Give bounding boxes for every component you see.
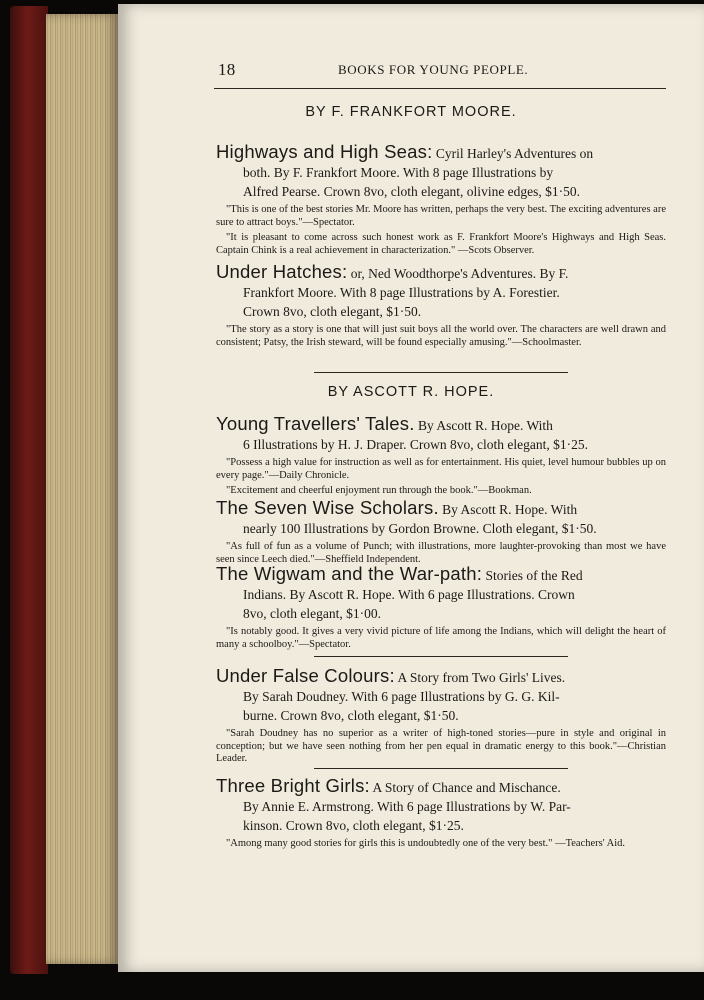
entry-line: Crown 8vo, cloth elegant, $1·50.	[243, 304, 422, 319]
review-quote: "As full of fun as a volume of Punch; with illustrations, more laughter-provoking than most we have seen since Leech died."—Sheffield Independent.	[216, 541, 666, 565]
entry-text: By Ascott R. Hope. With	[442, 502, 578, 517]
running-title: BOOKS FOR YOUNG PEOPLE.	[338, 62, 529, 77]
entry-text: By Ascott R. Hope. With	[417, 418, 553, 433]
section-divider	[314, 372, 568, 373]
entry-line: By Sarah Doudney. With 6 page Illustrations by G. G. Kil-	[243, 689, 560, 704]
entry-first-line	[216, 414, 666, 435]
entry-first-line	[216, 142, 666, 163]
review-quote: "Excitement and cheerful enjoyment run through the book."—Bookman.	[226, 485, 532, 496]
entry-first-line	[216, 776, 666, 797]
entry-line: both. By F. Frankfort Moore. With 8 page Illustrations by	[243, 165, 554, 180]
book-title: Three Bright Girls:	[216, 775, 370, 796]
book-title: Highways and High Seas:	[216, 141, 433, 162]
entry-wigwam	[216, 564, 666, 651]
book-title: Under Hatches:	[216, 261, 348, 282]
review-quote: "Possess a high value for instruction as well as for entertainment. His quiet, level humour bubbles up on every page."—Daily Chronicle.	[216, 457, 666, 481]
entry-line: Frankfort Moore. With 8 page Illustrations by A. Forestier.	[243, 285, 560, 300]
entry-line: Alfred Pearse. Crown 8vo, cloth elegant, olivine edges, $1·50.	[243, 184, 581, 199]
book-title: Young Travellers' Tales.	[216, 413, 415, 434]
book-title: The Seven Wise Scholars.	[216, 497, 439, 518]
review-quote: "It is pleasant to come across such honest work as F. Frankfort Moore's Highways and High Seas. Captain Chink is a real achievement in characterization." —Scots Observer.	[216, 232, 666, 256]
entry-line: burne. Crown 8vo, cloth elegant, $1·50.	[243, 708, 459, 723]
entry-text: Cyril Harley's Adventures on	[435, 146, 594, 161]
book-title: Under False Colours:	[216, 665, 395, 686]
entry-first-line	[216, 564, 666, 585]
entry-under-false-colours	[216, 666, 666, 766]
book-spine	[10, 6, 48, 974]
entry-text: or, Ned Woodthorpe's Adventures. By F.	[350, 266, 569, 281]
entry-text: A Story from Two Girls' Lives.	[397, 670, 566, 685]
entry-line: Indians. By Ascott R. Hope. With 6 page Illustrations. Crown	[243, 587, 575, 602]
section-divider	[314, 768, 568, 769]
entry-young-travellers	[216, 414, 666, 498]
entry-line: By Annie E. Armstrong. With 6 page Illustrations by W. Par-	[243, 799, 571, 814]
book-title: The Wigwam and the War-path:	[216, 563, 483, 584]
entry-first-line	[216, 666, 666, 687]
entry-first-line	[216, 262, 666, 283]
entry-three-bright-girls	[216, 776, 666, 851]
section-heading-moore: BY F. FRANKFORT MOORE.	[305, 104, 517, 120]
review-quote: "Is notably good. It gives a very vivid picture of life among the Indians, which will delight the heart of many a schoolboy."—Spectator.	[216, 626, 666, 650]
entry-line: kinson. Crown 8vo, cloth elegant, $1·25.	[243, 818, 464, 833]
entry-seven-wise-scholars	[216, 498, 666, 566]
review-quote: "Sarah Doudney has no superior as a writer of high-toned stories—pure in style and original in conception; but we have seen nothing from her pen equal in dramatic energy to this book."—Christian Leader.	[216, 728, 666, 764]
page-edges	[46, 14, 118, 964]
review-quote: "The story as a story is one that will just suit boys all the world over. The characters are well drawn and consistent; Patsy, the Irish steward, will be found especially amusing."—Schoolmaster.	[216, 324, 666, 348]
header-rule	[214, 88, 666, 89]
review-quote: "Among many good stories for girls this is undoubtedly one of the very best." —Teachers' Aid.	[226, 838, 626, 849]
entry-text: Stories of the Red	[485, 568, 583, 583]
entry-text: A Story of Chance and Mischance.	[372, 780, 561, 795]
page	[118, 4, 704, 972]
entry-line: nearly 100 Illustrations by Gordon Browne. Cloth elegant, $1·50.	[243, 521, 597, 536]
section-divider	[314, 656, 568, 657]
entry-first-line	[216, 498, 666, 519]
page-number: 18	[218, 60, 236, 79]
entry-line: 6 Illustrations by H. J. Draper. Crown 8vo, cloth elegant, $1·25.	[243, 437, 588, 452]
entry-highways	[216, 142, 666, 257]
entry-line: 8vo, cloth elegant, $1·00.	[243, 606, 381, 621]
section-heading-hope: BY ASCOTT R. HOPE.	[327, 384, 495, 400]
entry-under-hatches	[216, 262, 666, 349]
review-quote: "This is one of the best stories Mr. Moore has written, perhaps the very best. The exciting adventures are sure to attract boys."—Spectator.	[216, 204, 666, 228]
